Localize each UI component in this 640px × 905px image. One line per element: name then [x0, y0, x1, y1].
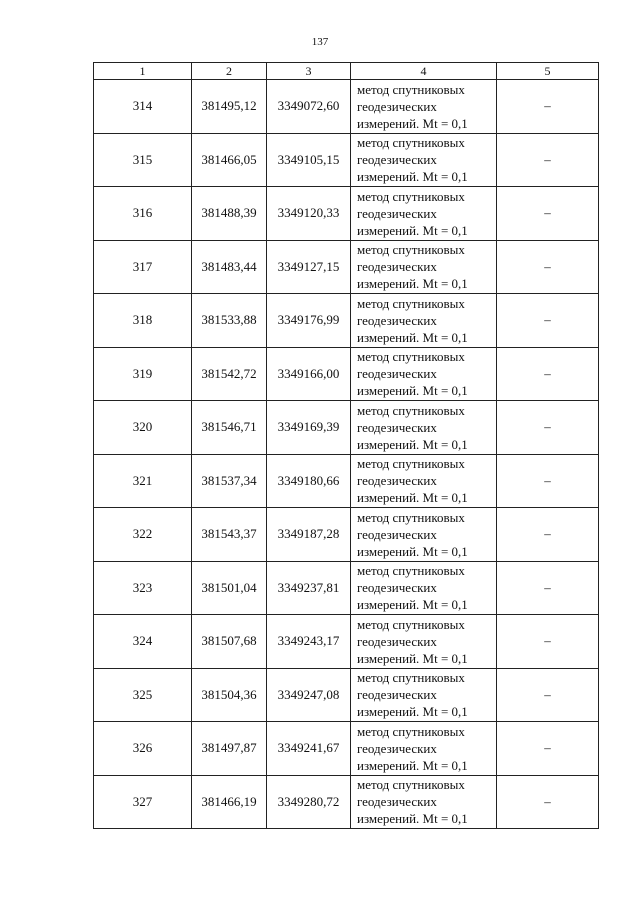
y-coordinate-cell: 3349127,15: [267, 240, 351, 294]
x-coordinate-cell: 381537,34: [192, 454, 267, 508]
method-text-line: измерений. Mt = 0,1: [357, 329, 468, 345]
table-header-row: [94, 63, 599, 80]
coordinates-table: [93, 62, 599, 829]
y-coordinate-cell: 3349237,81: [267, 561, 351, 615]
table-row: [94, 561, 599, 615]
method-text-line: геодезических: [357, 419, 437, 435]
column-header-3: 3: [267, 63, 351, 80]
method-text-line: метод спутниковых: [357, 670, 465, 686]
method-cell: [351, 668, 497, 722]
method-text-line: метод спутниковых: [357, 81, 465, 97]
point-number-cell: 324: [94, 615, 192, 669]
y-coordinate-cell: 3349169,39: [267, 401, 351, 455]
method-text-line: измерений. Mt = 0,1: [357, 650, 468, 666]
table-row: [94, 454, 599, 508]
point-number-cell: 327: [94, 775, 192, 829]
method-text-line: измерений. Mt = 0,1: [357, 704, 468, 720]
method-text-line: измерений. Mt = 0,1: [357, 597, 468, 613]
method-cell: [351, 508, 497, 562]
note-cell: –: [497, 347, 599, 401]
point-number-cell: 314: [94, 80, 192, 134]
table-row: [94, 187, 599, 241]
y-coordinate-cell: 3349243,17: [267, 615, 351, 669]
table-row: [94, 240, 599, 294]
method-text-line: геодезических: [357, 633, 437, 649]
method-text-line: измерений. Mt = 0,1: [357, 811, 468, 827]
note-cell: –: [497, 722, 599, 776]
table-row: [94, 775, 599, 829]
method-text-line: метод спутниковых: [357, 723, 465, 739]
y-coordinate-cell: 3349166,00: [267, 347, 351, 401]
page-number: 137: [311, 36, 329, 48]
point-number-cell: 321: [94, 454, 192, 508]
method-cell: [351, 240, 497, 294]
x-coordinate-cell: 381488,39: [192, 187, 267, 241]
method-cell: [351, 133, 497, 187]
x-coordinate-cell: 381466,05: [192, 133, 267, 187]
table-row: [94, 722, 599, 776]
method-text-line: геодезических: [357, 98, 437, 114]
method-text-line: метод спутниковых: [357, 242, 465, 258]
point-number-cell: 317: [94, 240, 192, 294]
x-coordinate-cell: 381533,88: [192, 294, 267, 348]
point-number-cell: 322: [94, 508, 192, 562]
method-text-line: метод спутниковых: [357, 295, 465, 311]
y-coordinate-cell: 3349187,28: [267, 508, 351, 562]
column-header-5: 5: [497, 63, 599, 80]
column-header-2: 2: [192, 63, 267, 80]
point-number-cell: 319: [94, 347, 192, 401]
point-number-cell: 315: [94, 133, 192, 187]
method-cell: [351, 294, 497, 348]
x-coordinate-cell: 381504,36: [192, 668, 267, 722]
x-coordinate-cell: 381543,37: [192, 508, 267, 562]
method-text-line: метод спутниковых: [357, 349, 465, 365]
method-text-line: метод спутниковых: [357, 616, 465, 632]
method-text-line: геодезических: [357, 526, 437, 542]
method-cell: [351, 187, 497, 241]
method-text-line: измерений. Mt = 0,1: [357, 276, 468, 292]
method-cell: [351, 80, 497, 134]
method-cell: [351, 347, 497, 401]
method-text-line: геодезических: [357, 259, 437, 275]
note-cell: –: [497, 668, 599, 722]
method-text-line: геодезических: [357, 473, 437, 489]
note-cell: –: [497, 454, 599, 508]
point-number-cell: 323: [94, 561, 192, 615]
method-text-line: геодезических: [357, 312, 437, 328]
table-row: [94, 347, 599, 401]
x-coordinate-cell: 381542,72: [192, 347, 267, 401]
method-text-line: измерений. Mt = 0,1: [357, 757, 468, 773]
column-header-1: 1: [94, 63, 192, 80]
method-text-line: геодезических: [357, 687, 437, 703]
x-coordinate-cell: 381507,68: [192, 615, 267, 669]
method-text-line: геодезических: [357, 205, 437, 221]
method-cell: [351, 722, 497, 776]
y-coordinate-cell: 3349072,60: [267, 80, 351, 134]
table-row: [94, 401, 599, 455]
method-cell: [351, 561, 497, 615]
note-cell: –: [497, 294, 599, 348]
x-coordinate-cell: 381495,12: [192, 80, 267, 134]
method-text-line: метод спутниковых: [357, 135, 465, 151]
method-text-line: метод спутниковых: [357, 188, 465, 204]
table-row: [94, 508, 599, 562]
method-text-line: метод спутниковых: [357, 509, 465, 525]
y-coordinate-cell: 3349105,15: [267, 133, 351, 187]
table-row: [94, 133, 599, 187]
method-text-line: измерений. Mt = 0,1: [357, 436, 468, 452]
method-cell: [351, 615, 497, 669]
point-number-cell: 326: [94, 722, 192, 776]
note-cell: –: [497, 561, 599, 615]
note-cell: –: [497, 401, 599, 455]
note-cell: –: [497, 615, 599, 669]
y-coordinate-cell: 3349247,08: [267, 668, 351, 722]
note-cell: –: [497, 508, 599, 562]
method-text-line: измерений. Mt = 0,1: [357, 543, 468, 559]
method-text-line: геодезических: [357, 580, 437, 596]
x-coordinate-cell: 381546,71: [192, 401, 267, 455]
method-cell: [351, 401, 497, 455]
table-row: [94, 668, 599, 722]
note-cell: –: [497, 187, 599, 241]
y-coordinate-cell: 3349176,99: [267, 294, 351, 348]
method-text-line: метод спутниковых: [357, 777, 465, 793]
method-text-line: геодезических: [357, 366, 437, 382]
note-cell: –: [497, 775, 599, 829]
y-coordinate-cell: 3349180,66: [267, 454, 351, 508]
method-text-line: геодезических: [357, 740, 437, 756]
point-number-cell: 320: [94, 401, 192, 455]
column-header-4: 4: [351, 63, 497, 80]
method-text-line: измерений. Mt = 0,1: [357, 383, 468, 399]
table-row: [94, 294, 599, 348]
x-coordinate-cell: 381501,04: [192, 561, 267, 615]
method-text-line: метод спутниковых: [357, 563, 465, 579]
point-number-cell: 325: [94, 668, 192, 722]
point-number-cell: 318: [94, 294, 192, 348]
note-cell: –: [497, 133, 599, 187]
table-row: [94, 615, 599, 669]
y-coordinate-cell: 3349120,33: [267, 187, 351, 241]
method-text-line: измерений. Mt = 0,1: [357, 169, 468, 185]
method-text-line: измерений. Mt = 0,1: [357, 115, 468, 131]
x-coordinate-cell: 381497,87: [192, 722, 267, 776]
method-text-line: измерений. Mt = 0,1: [357, 490, 468, 506]
method-text-line: измерений. Mt = 0,1: [357, 222, 468, 238]
method-text-line: метод спутниковых: [357, 456, 465, 472]
note-cell: –: [497, 80, 599, 134]
method-text-line: метод спутниковых: [357, 402, 465, 418]
method-cell: [351, 775, 497, 829]
method-text-line: геодезических: [357, 152, 437, 168]
x-coordinate-cell: 381466,19: [192, 775, 267, 829]
method-text-line: геодезических: [357, 794, 437, 810]
y-coordinate-cell: 3349241,67: [267, 722, 351, 776]
table-row: [94, 80, 599, 134]
method-cell: [351, 454, 497, 508]
y-coordinate-cell: 3349280,72: [267, 775, 351, 829]
point-number-cell: 316: [94, 187, 192, 241]
x-coordinate-cell: 381483,44: [192, 240, 267, 294]
note-cell: –: [497, 240, 599, 294]
